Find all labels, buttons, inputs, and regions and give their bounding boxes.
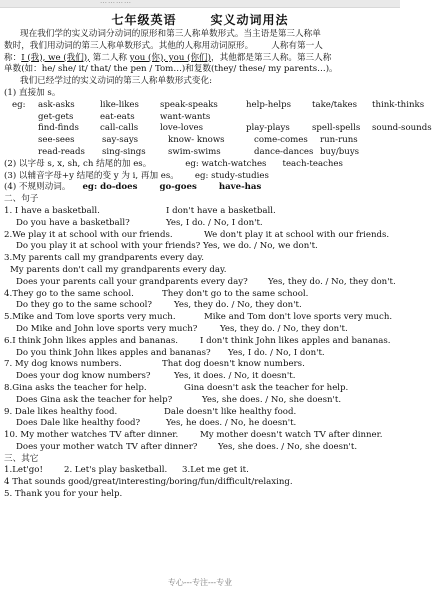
verb-pair: call-calls (100, 123, 139, 134)
answer-text: Yes, he does. / No, he doesn't. (166, 418, 297, 429)
rule-example: eg: do-does (82, 182, 138, 193)
intro-text: 第二人称 (92, 52, 128, 63)
question-text: Does your dog know numbers? (16, 371, 151, 382)
sentence-text: I don't think John likes apples and bananas. (200, 335, 391, 346)
sentence-text: 3.My parents call my grandparents every day. (4, 253, 204, 264)
intro-text: 称： (4, 52, 22, 63)
sentence-text: 4.They go to the same school. (4, 288, 134, 299)
rule-text: (3) 以辅音字母+y 结尾的变 y 为 i, 再加 es。 (4, 170, 179, 181)
sentence-line (4, 395, 396, 407)
sentence-line (4, 348, 396, 360)
rule-example: have-has (218, 182, 262, 193)
question-text: Does your mother watch TV after dinner? (16, 441, 198, 452)
page-title (0, 11, 400, 28)
sentence-line (4, 289, 396, 301)
answer-text: Yes, she does. / No, she doesn't. (202, 394, 342, 405)
intro-line-5: 我们已经学过的实义动词的第三人称单数形式变化: (20, 76, 212, 87)
sentence-text: 6.I think John likes apples and bananas. (4, 335, 178, 346)
intro-line-4: 单数(如：he/ she/ it/ that/ the pen / Tom…)和复数(they/ these/ my parents…)。 (4, 64, 338, 75)
sentence-text: Dale doesn't like healthy food. (164, 406, 297, 417)
verb-pair: dance-dances (254, 146, 314, 157)
verb-pair: read-reads (38, 146, 85, 157)
sentence-line (4, 430, 396, 442)
sentence-text: 9. Dale likes healthy food. (4, 406, 118, 417)
sentence-line (4, 265, 396, 277)
sentence-line (4, 241, 396, 253)
eg-row (4, 147, 396, 159)
document-body (4, 29, 432, 501)
rule-text: (2) 以字母 s, x, sh, ch 结尾的加 es。 (4, 158, 152, 169)
question-text: Do Mike and John love sports very much? (16, 323, 198, 334)
intro-line-3 (4, 53, 396, 65)
other-line: 5. Thank you for your help. (4, 489, 123, 500)
question-text: Do they go to the same school? (16, 300, 152, 311)
eg-row (4, 123, 432, 135)
sentence-line (4, 359, 396, 371)
section-2-heading: 二、句子 (4, 194, 39, 205)
other-text: 3.Let me get it. (182, 465, 249, 476)
verb-pair: sound-sounds (372, 123, 432, 134)
verb-pair: come-comes (254, 135, 308, 146)
verb-pair: spell-spells (312, 123, 361, 134)
verb-pair: get-gets (38, 111, 74, 122)
question-text: Does your parents call your grandparents every day? (16, 276, 248, 287)
answer-text: Yes, they do. / No, they don't. (220, 323, 348, 334)
sentence-line (4, 324, 396, 336)
verb-pair: play-plays (246, 123, 290, 134)
verb-pair: buy/buys (320, 146, 360, 157)
sentence-line (4, 277, 396, 289)
question-text: Does Gina ask the teacher for help? (16, 394, 173, 405)
title-topic: 实义动词用法 (210, 13, 289, 27)
eg-row (4, 135, 396, 147)
sentence-line (4, 253, 396, 265)
question-text: Does Dale like healthy food? (16, 418, 141, 429)
intro-text: ，其他都是第三人称。第三人称 (211, 52, 332, 63)
sentence-text: Mike and Tom don't love sports very much. (204, 312, 393, 323)
sentence-text: My parents don't call my grandparents every day. (10, 264, 227, 275)
other-text: 2. Let's play basketball. (64, 465, 168, 476)
sentence-line (4, 300, 396, 312)
section-3-heading: 三、其它 (4, 453, 39, 464)
sentence-text: 10. My mother watches TV after dinner. (4, 430, 179, 441)
sentence-text: Gina doesn't ask the teacher for help. (184, 382, 349, 393)
verb-pair: eat-eats (100, 111, 135, 122)
verb-pair: ask-asks (38, 99, 75, 110)
intro-line-1: 现在我们学的实义动词分动词的原形和第三人称单数形式。当主语是第三人称单 (20, 29, 321, 39)
other-line: 4 That sounds good/great/interesting/boring/fun/difficult/relaxing. (4, 477, 293, 488)
sentence-text: I don't have a basketball. (166, 205, 276, 216)
first-person-examples: I (我), we (我们), (21, 52, 90, 63)
sentence-text: 5.Mike and Tom love sports very much. (4, 312, 176, 323)
sentence-line (4, 312, 396, 324)
sentence-line (4, 407, 396, 419)
rule-2 (4, 159, 396, 171)
verb-pair: help-helps (246, 99, 292, 110)
page-footer: 专心---专注---专业 (167, 578, 233, 587)
sentence-text: They don't go to the same school. (162, 288, 309, 299)
rule-example: go-goes (159, 182, 197, 193)
verb-pair: love-loves (160, 123, 204, 134)
verb-pair: want-wants (160, 111, 211, 122)
sentence-line (4, 371, 396, 383)
sentence-line (4, 383, 396, 395)
answer-text: Yes, they do. / No, they don't. (268, 276, 396, 287)
second-person-examples: you (你), you (你们) (129, 52, 211, 63)
sentence-line (4, 336, 396, 348)
answer-text: Yes, she does. / No, she doesn't. (218, 441, 358, 452)
sentence-line (4, 230, 396, 242)
sentence-text: That dog doesn't know numbers. (162, 359, 305, 370)
verb-pair: find-finds (38, 123, 79, 134)
verb-pair: say-says (102, 135, 139, 146)
question-text: Do you play it at school with your friends? Yes, we do. / No, we don't. (16, 241, 318, 252)
verb-pair: run-runs (320, 135, 358, 146)
rule-example: eg: study-studies (194, 170, 269, 181)
sentence-line (4, 418, 396, 430)
other-text: 1.Let'go! (4, 465, 43, 476)
sentence-text: 2.We play it at school with our friends. (4, 229, 173, 240)
intro-text: 数时，我们用动词的第三人称单数形式。其他的人称用动词原形。 (4, 40, 254, 51)
intro-line-2 (4, 41, 396, 53)
sentence-text: 7. My dog knows numbers. (4, 359, 122, 370)
verb-pair: swim-swims (168, 146, 221, 157)
sentence-text: 8.Gina asks the teacher for help. (4, 382, 147, 393)
rule-example: eg: watch-watches (185, 158, 267, 169)
other-line (4, 465, 396, 477)
verb-pair: take/takes (312, 99, 358, 110)
eg-row (4, 112, 396, 124)
sentence-text: My mother doesn't watch TV after dinner. (200, 430, 383, 441)
answer-text: Yes, they do. / No, they don't. (174, 300, 302, 311)
answer-text: Yes, it does. / No, it doesn't. (174, 371, 296, 382)
answer-text: Yes, I do. / No, I don't. (228, 347, 325, 358)
rule-text: (4) 不规则动词。 (4, 182, 71, 193)
header-strip-text: ………… (100, 0, 132, 5)
verb-pair: speak-speaks (160, 99, 218, 110)
sentence-line (4, 442, 396, 454)
verb-pair: sing-sings (102, 146, 146, 157)
eg-label: eg: (12, 99, 26, 110)
answer-text: Yes, I do. / No, I don't. (166, 217, 263, 228)
verb-pair: like-likes (100, 99, 139, 110)
intro-text: 人称有第一人 (271, 40, 323, 51)
rule-example: teach-teaches (282, 158, 343, 169)
verb-pair: see-sees (38, 135, 75, 146)
rule-1: (1) 直接加 s。 (4, 87, 61, 98)
question-text: Do you think John likes apples and bananas? (16, 347, 211, 358)
verb-pair: know- knows (168, 135, 225, 146)
question-text: Do you have a basketball? (16, 217, 130, 228)
eg-row (4, 99, 425, 112)
sentence-text: We don't play it at school with our friends. (204, 229, 390, 240)
sentence-line (4, 206, 396, 218)
sentence-text: 1. I have a basketball. (4, 205, 100, 216)
rule-3 (4, 171, 396, 183)
sentence-line (4, 218, 396, 230)
rule-4 (4, 182, 396, 194)
title-subject: 七年级英语 (111, 13, 177, 27)
header-strip (0, 0, 400, 8)
verb-pair: think-thinks (372, 99, 425, 110)
